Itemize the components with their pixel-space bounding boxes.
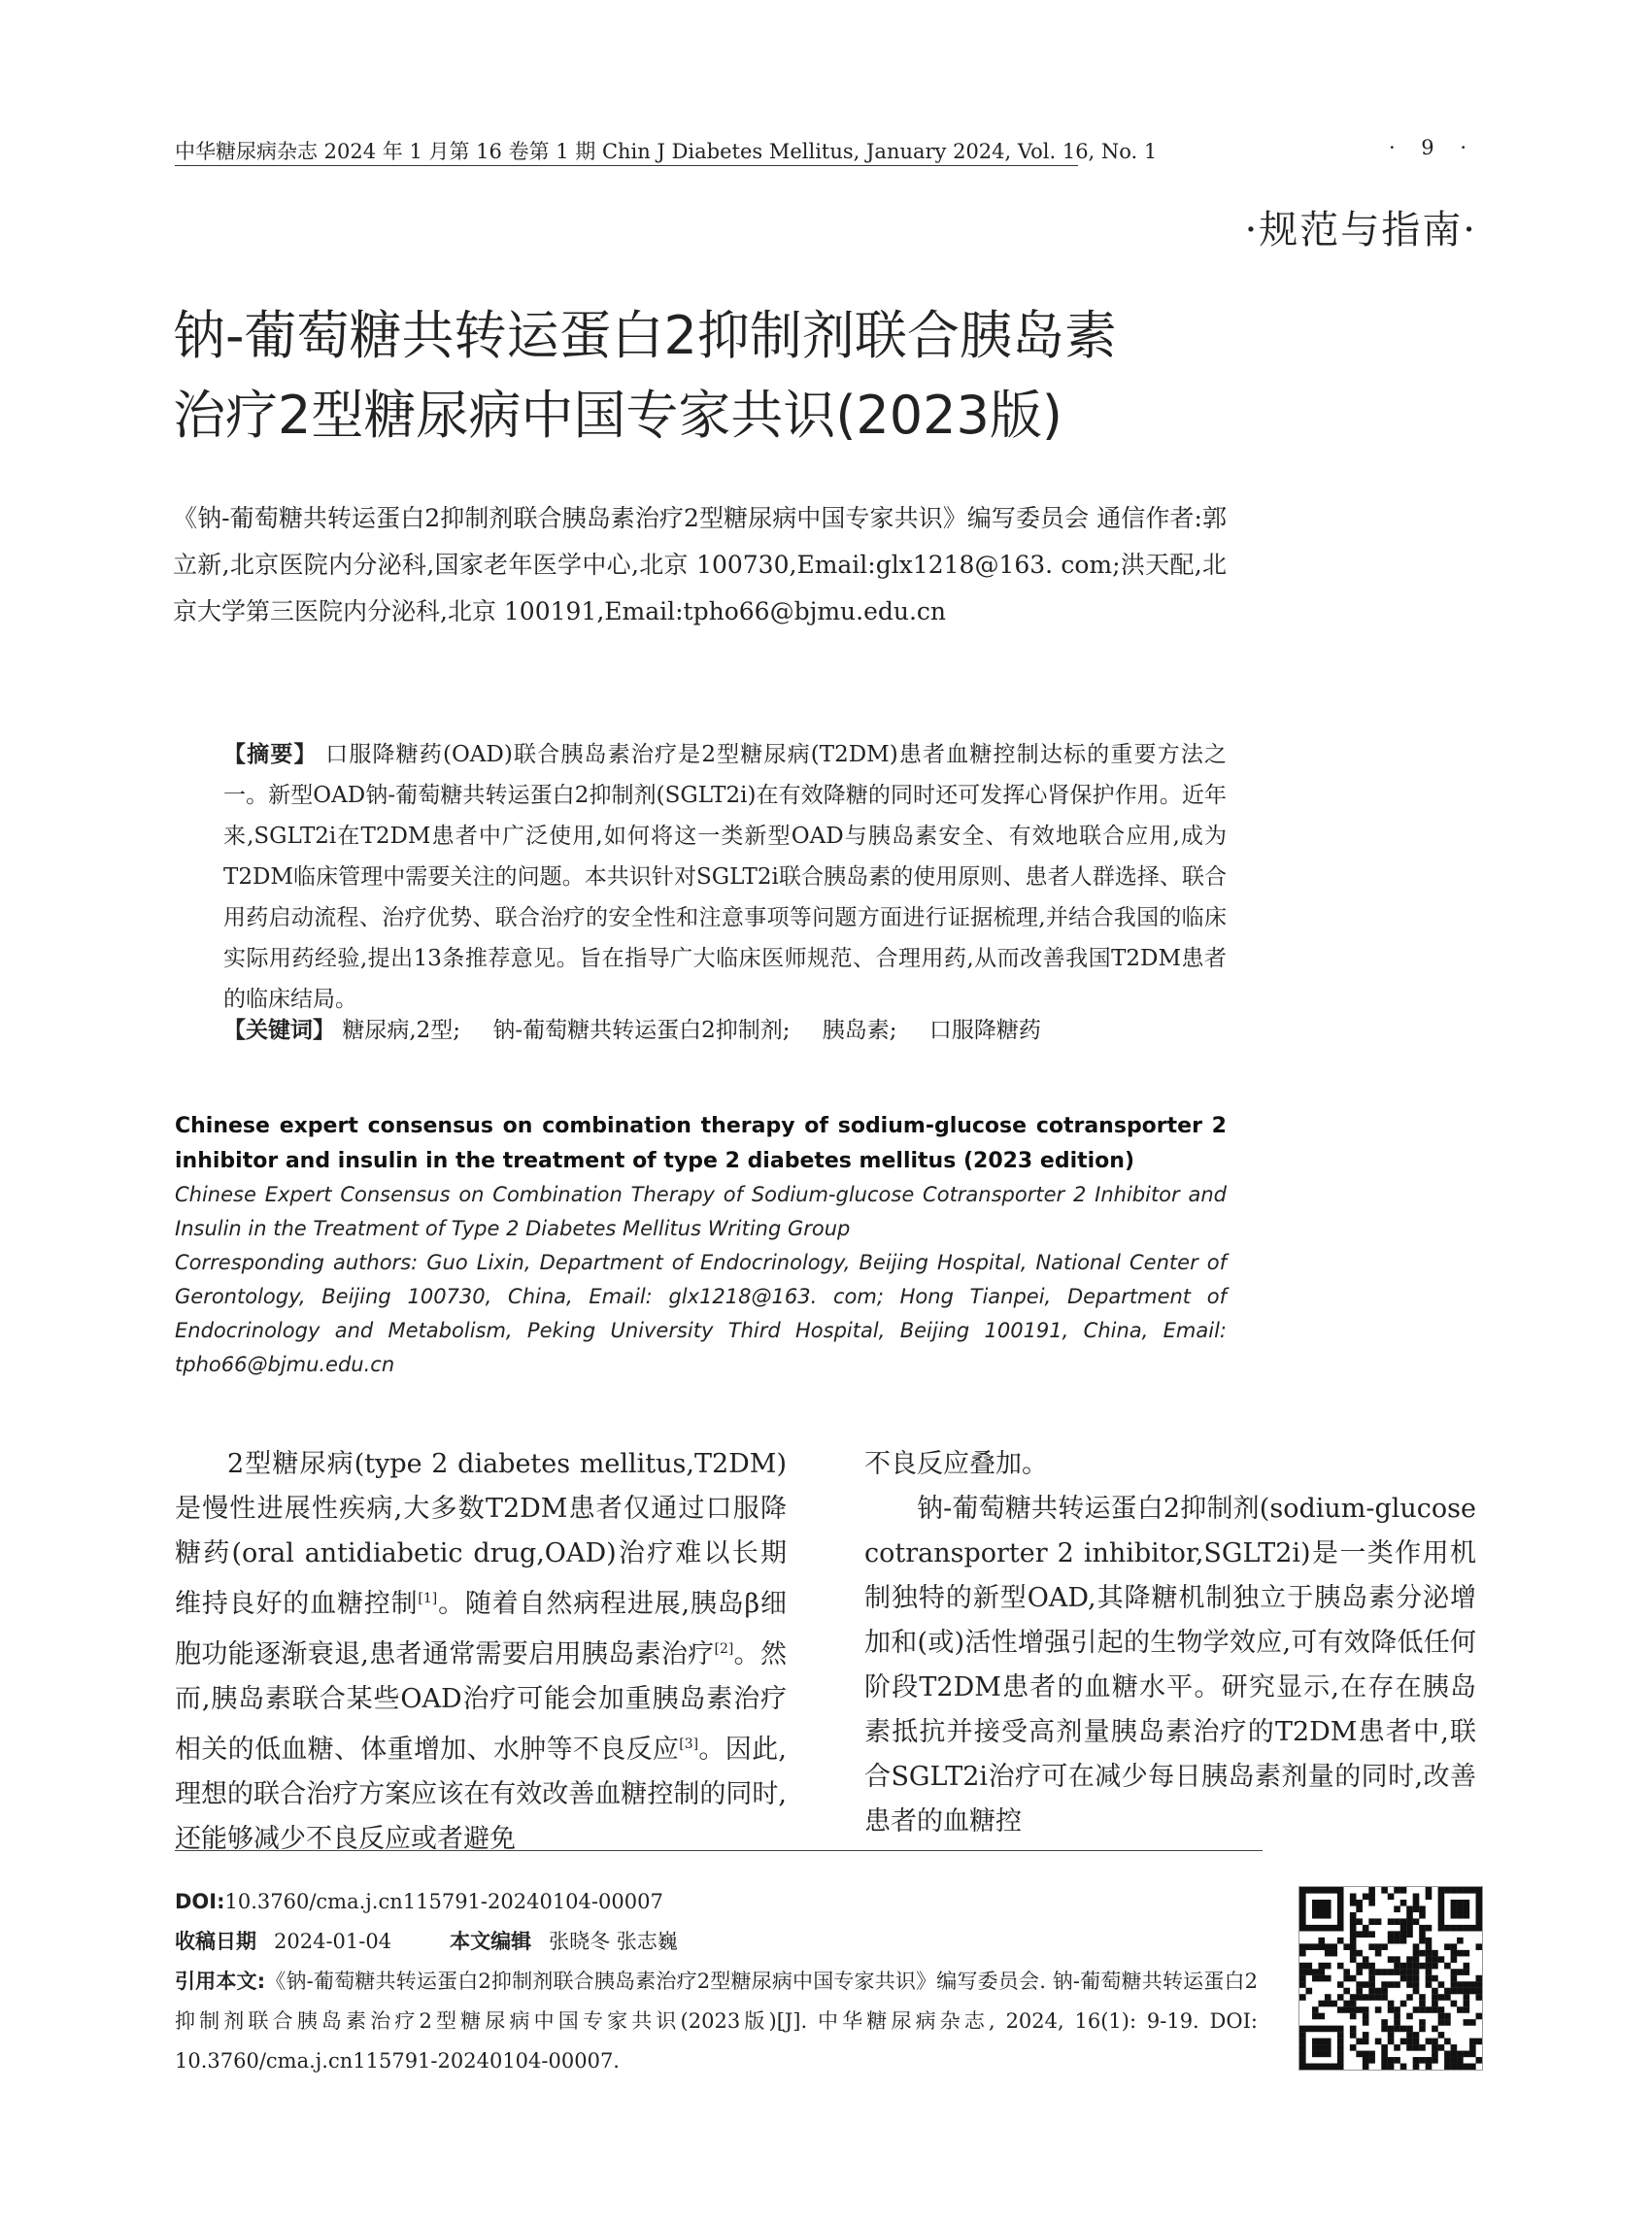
body-paragraph-continued: 不良反应叠加。 [864,1449,1048,1479]
citation-ref[interactable]: [1] [418,1591,438,1606]
body-paragraph: 2型糖尿病(type 2 diabetes mellitus,T2DM)是慢性进展性疾病,大多数T2DM患者仅通过口服降糖药(oral antidiabetic drug,OAD)治疗难以长期维持良好的血糖控制[1]。随着自然病程进展,胰岛β细胞功能逐渐衰退,患者通常需要启用胰岛素治疗[2]。然而,胰岛素联合某些OAD治疗可能会加重胰岛素治疗相关的低血糖、体重增加、水肿等不良反应[3]。因此,理想的联合治疗方案应该在有效改善血糖控制的同时,还能够减少不良反应或者避免 [175,1449,788,1854]
keyword: 胰岛素; [822,1018,897,1043]
english-group: Chinese Expert Consensus on Combination Therapy of Sodium-glucose Cotransporter 2 Inhibitor and Insulin in the Treatment of Type 2 Diabetes Mellitus Writing Group [175,1183,1227,1240]
keyword: 钠-葡萄糖共转运蛋白2抑制剂; [492,1018,791,1043]
abstract [223,734,1227,1020]
english-title: Chinese expert consensus on combination therapy of sodium-glucose cotransporter 2 inhibitor and insulin in the treatment of type 2 diabetes mellitus (2023 edition) [175,1114,1227,1173]
citation-ref[interactable]: [2] [714,1641,734,1657]
cite-text: 《钠-葡萄糖共转运蛋白2抑制剂联合胰岛素治疗2型糖尿病中国专家共识》编写委员会. 钠-葡萄糖共转运蛋白2抑制剂联合胰岛素治疗2型糖尿病中国专家共识(2023版)[J]. 中华糖尿病杂志, 2024, 16(1): 9-19. DOI: 10.3760/cma.j.cn115791-20240104-00007. [175,1970,1258,2073]
footer-rule [175,1850,1263,1851]
received-label: 收稿日期 [175,1930,256,1953]
received-date: 2024-01-04 [274,1930,392,1953]
editor-label: 本文编辑 [450,1930,532,1953]
title-line-2: 治疗2型糖尿病中国专家共识(2023版) [173,385,1062,446]
doi-link[interactable]: 10.3760/cma.j.cn115791-20240104-00007 [224,1890,663,1913]
body-paragraph: 钠-葡萄糖共转运蛋白2抑制剂(sodium-glucose cotransporter 2 inhibitor,SGLT2i)是一类作用机制独特的新型OAD,其降糖机制独立于胰岛素分泌增加和(或)活性增强引起的生物学效应,可有效降低任何阶段T2DM患者的血糖水平。研究显示,在存在胰岛素抵抗并接受高剂量胰岛素治疗的T2DM患者中,联合SGLT2i治疗可在减少每日胰岛素剂量的同时,改善患者的血糖控 [864,1494,1476,1837]
author-block: 《钠-葡萄糖共转运蛋白2抑制剂联合胰岛素治疗2型糖尿病中国专家共识》编写委员会 通信作者:郭立新,北京医院内分泌科,国家老年医学中心,北京 100730,Email:glx1218@163. com;洪天配,北京大学第三医院内分泌科,北京 100191,Email:tpho66@bjmu.edu.cn [173,504,1227,625]
english-corresponding: Corresponding authors: Guo Lixin, Department of Endocrinology, Beijing Hospital, National Center of Gerontology, Beijing 100730, China, Email: glx1218@163. com; Hong Tianpei, Department of Endocrinology and Metabolism, Peking University Third Hospital, Beijing 100191, China, Email: tpho66@bjmu.edu.cn [175,1251,1227,1376]
article-footer [175,1882,1263,2081]
citation-ref[interactable]: [3] [679,1736,699,1752]
running-head [175,136,1476,167]
body-column-right [864,1442,1476,1844]
page-number: · 9 · [1388,136,1476,159]
keyword: 糖尿病,2型; [342,1018,461,1043]
keywords [223,1010,1227,1051]
qr-code-icon[interactable] [1298,1886,1483,2071]
citation-line [175,1962,1258,2081]
doi-line [175,1882,1263,1922]
cite-label: 引用本文: [175,1970,266,1993]
keyword: 口服降糖药 [928,1018,1041,1043]
abstract-label: 【摘要】 [223,742,318,767]
abstract-text: 口服降糖药(OAD)联合胰岛素治疗是2型糖尿病(T2DM)患者血糖控制达标的重要方法之一。新型OAD钠-葡萄糖共转运蛋白2抑制剂(SGLT2i)在有效降糖的同时还可发挥心肾保护作用。近年来,SGLT2i在T2DM患者中广泛使用,如何将这一类新型OAD与胰岛素安全、有效地联合应用,成为T2DM临床管理中需要关注的问题。本共识针对SGLT2i联合胰岛素的使用原则、患者人群选择、联合用药启动流程、治疗优势、联合治疗的安全性和注意事项等问题方面进行证据梳理,并结合我国的临床实际用药经验,提出13条推荐意见。旨在指导广大临床医师规范、合理用药,从而改善我国T2DM患者的临床结局。 [223,742,1228,1012]
received-line [175,1922,1263,1962]
body-column-left [175,1442,787,1862]
doi-label: DOI: [175,1890,225,1913]
section-label: ·规范与指南· [1244,208,1477,253]
keywords-label: 【关键词】 [223,1018,335,1043]
title-line-1: 钠-葡萄糖共转运蛋白2抑制剂联合胰岛素 [173,305,1117,366]
journal-info: 中华糖尿病杂志 2024 年 1 月第 16 卷第 1 期 Chin J Diabetes Mellitus, January 2024, Vol. 16, No. 1 [175,140,1158,163]
editor-names: 张晓冬 张志巍 [549,1930,678,1953]
qr-code-graphic [1299,1887,1482,2070]
header-rule [175,165,1078,166]
article-title [173,296,1299,455]
